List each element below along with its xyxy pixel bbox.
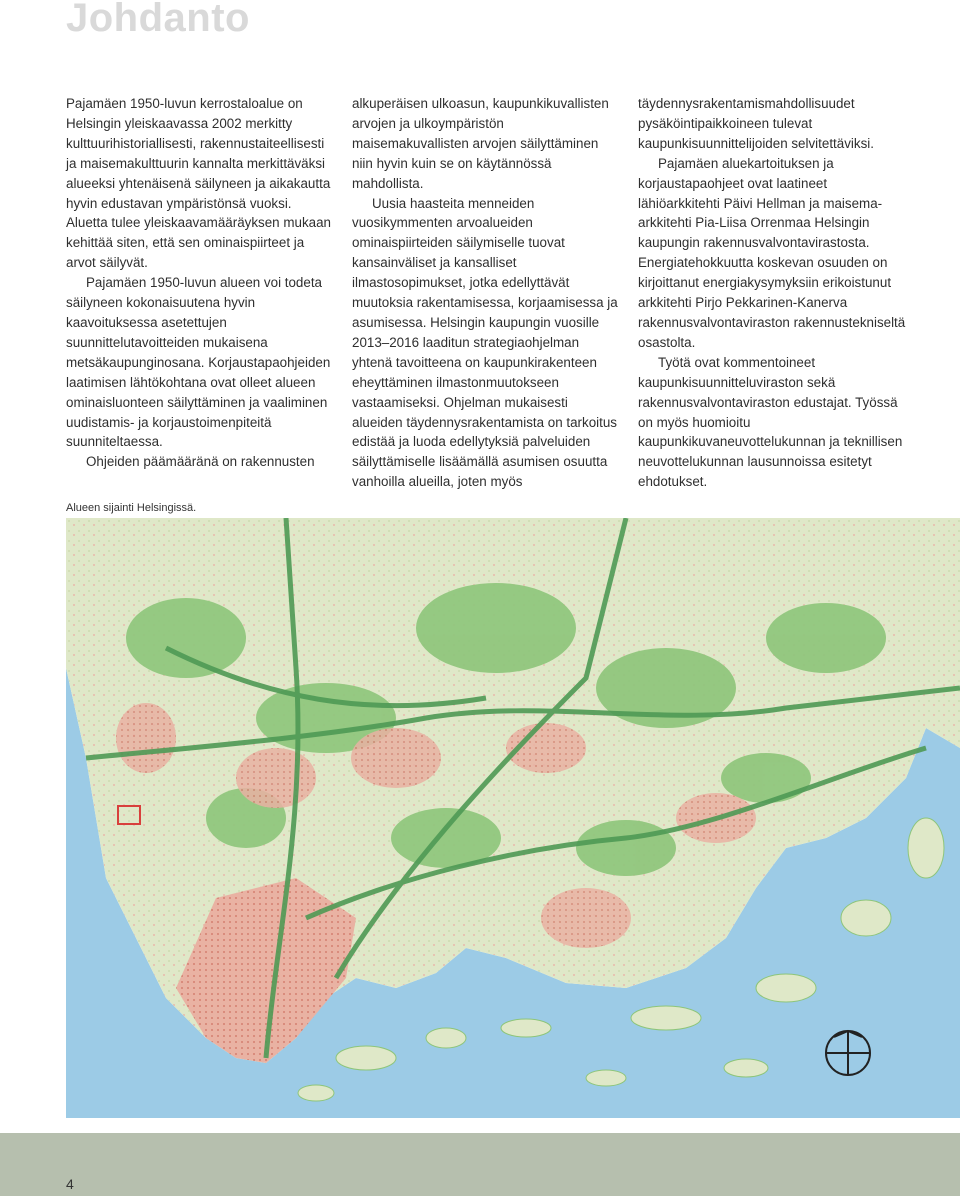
text-column-2 bbox=[352, 94, 620, 492]
footer-band bbox=[0, 1133, 960, 1196]
page-title: Johdanto bbox=[66, 0, 250, 40]
map-graphic bbox=[66, 518, 960, 1118]
paragraph: Työtä ovat kommentoineet kaupunkisuunnitteluviraston sekä rakennusvalvontaviraston edustajat. Työssä on myös huomioitu kaupunkikuvaneuvottelukunnan ja teknillisen neuvottelukunnan lausunnoissa esitetyt ehdotukset. bbox=[638, 354, 903, 490]
paragraph: Uusia haasteita menneiden vuosikymmenten arvoalueiden ominaispiirteiden säilymiselle tuovat kansainväliset ja kansalliset ilmastosopimukset, jotka edellyttävät muutoksia rakentamisessa, korjaamisessa ja asumisessa. Helsingin kaupungin vuosille 2013–2016 laaditun strategiaohjelman yhtenä tavoitteena on kaupunkirakenteen eheyttäminen ilmastonmuutokseen vastaamiseksi. Ohjelman mukaisesti alueiden täydennysrakentamista on tarkoitus edistää ja luoda edellytyksiä palveluiden säilyttämiselle lisäämällä asumisen osuutta vanhoilla alueilla, joten myös bbox=[352, 195, 618, 490]
page-number: 4 bbox=[66, 1176, 74, 1192]
figure-caption: Alueen sijainti Helsingissä. bbox=[66, 502, 197, 514]
paragraph: täydennysrakentamismahdollisuudet pysäköintipaikkoineen tulevat kaupunkisuunnittelijoiden selvitettäviksi. bbox=[638, 96, 874, 151]
paragraph: Pajamäen aluekartoituksen ja korjaustapaohjeet ovat laatineet lähiöarkkitehti Päivi Hellman ja maisema-arkkitehti Pia-Liisa Orrenmaa Helsingin kaupungin rakennusvalvontavirastosta. Energiatehokkuutta koskevan osuuden on kirjoittanut energiakysymyksiin erikoistunut arkkitehti Pirjo Pekkarinen-Kanerva rakennusvalvontaviraston rakennustekniseltä osastolta. bbox=[638, 155, 906, 350]
north-compass-icon bbox=[826, 1031, 870, 1075]
paragraph: alkuperäisen ulkoasun, kaupunkikuvallisten arvojen ja ulkoympäristön maisemakuvallisten arvojen säilyttäminen niin hyvin kuin se on käytännössä mahdollista. bbox=[352, 96, 609, 191]
helsinki-map bbox=[66, 518, 960, 1118]
paragraph: Ohjeiden päämääränä on rakennusten bbox=[86, 454, 315, 470]
text-column-3 bbox=[638, 94, 906, 492]
paragraph: Pajamäen 1950-luvun kerrostaloalue on Helsingin yleiskaavassa 2002 merkitty kulttuurihistoriallisesti, rakennustaiteellisesti ja maisemakulttuurin kannalta merkittäväksi alueeksi yhtenäisenä säilyneen ja aikakautta hyvin edustavan ympäristönsä vuoksi. Aluetta tulee yleiskaavamääräyksen mukaan kehittää siten, että sen ominaispiirteet ja arvot säilyvät. bbox=[66, 96, 331, 271]
text-column-1 bbox=[66, 94, 334, 472]
paragraph: Pajamäen 1950-luvun alueen voi todeta säilyneen kokonaisuutena hyvin kaavoituksessa asetettujen suunnittelutavoitteiden mukaisena metsäkaupunginosana. Korjaustapaohjeiden laatimisen lähtökohtana ovat olleet alueen ominaisluonteen säilyttäminen ja vaaliminen uudistamis- ja korjaustoimenpiteitä suunniteltaessa. bbox=[66, 275, 331, 450]
